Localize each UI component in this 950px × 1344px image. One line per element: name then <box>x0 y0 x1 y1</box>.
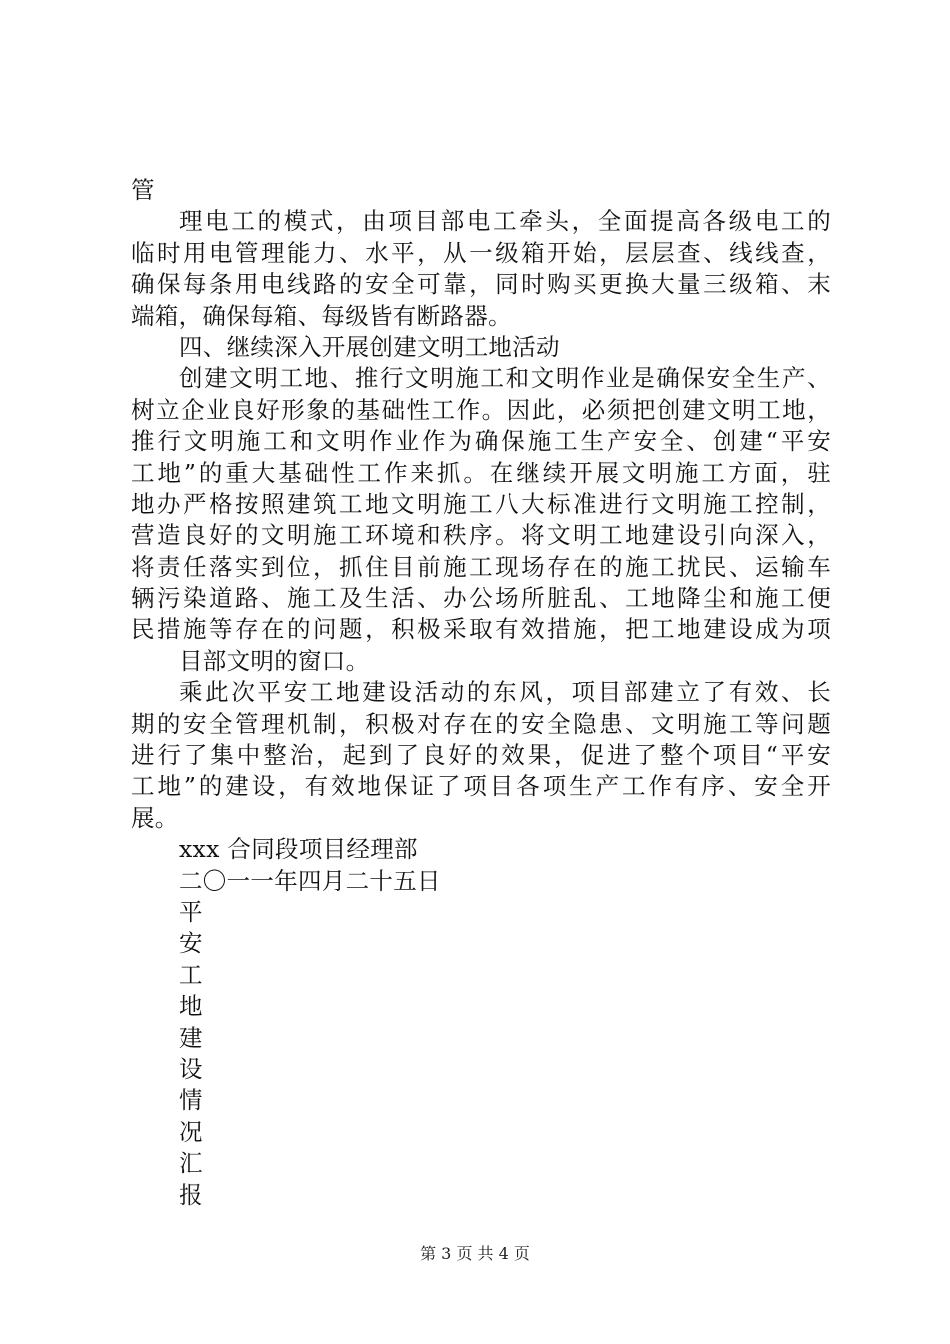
text-line: 进行了集中整治，起到了良好的效果，促进了整个项目“平安 <box>131 741 831 770</box>
document-body <box>131 175 831 1211</box>
text-line: 乘此次平安工地建设活动的东风，项目部建立了有效、长 <box>179 678 831 707</box>
vertical-title-char: 情 <box>179 1086 203 1115</box>
text-line: 四、继续深入开展创建文明工地活动 <box>179 332 560 361</box>
text-line: 营造良好的文明施工环境和秩序。将文明工地建设引向深入， <box>131 521 831 550</box>
text-line: 理电工的模式，由项目部电工牵头，全面提高各级电工的 <box>179 207 831 236</box>
text-line: 地办严格按照建筑工地文明施工八大标准进行文明施工控制， <box>131 489 831 518</box>
text-line: 工地”的建设，有效地保证了项目各项生产工作有序、安全开 <box>131 772 831 801</box>
body-text <box>131 175 831 897</box>
text-line: 期的安全管理机制，积极对存在的安全隐患、文明施工等问题 <box>131 709 831 738</box>
text-line: 管 <box>131 176 155 204</box>
vertical-title-char: 设 <box>179 1054 203 1083</box>
text-line: 树立企业良好形象的基础性工作。因此，必须把创建文明工地， <box>131 395 831 424</box>
text-line: 创建文明工地、推行文明施工和文明作业是确保安全生产、 <box>179 364 831 393</box>
vertical-title-char: 汇 <box>179 1149 203 1178</box>
text-line: 临时用电管理能力、水平，从一级箱开始，层层查、线线查， <box>131 238 831 267</box>
vertical-title-char: 工 <box>179 960 203 989</box>
text-line: 展。 <box>131 803 179 832</box>
vertical-title-char: 况 <box>179 1117 203 1146</box>
text-line: 民措施等存在的问题，积极采取有效措施，把工地建设成为项 <box>131 615 831 644</box>
text-line: 端箱，确保每箱、每级皆有断路器。 <box>131 301 512 330</box>
page-footer: 第 3 页 共 4 页 <box>420 1244 530 1263</box>
text-line: 推行文明施工和文明作业作为确保施工生产安全、创建“平安 <box>131 427 831 456</box>
text-line: xxx 合同段项目经理部 <box>179 835 418 864</box>
vertical-title-char: 安 <box>179 929 203 958</box>
text-line: 目部文明的窗口。 <box>179 646 370 675</box>
text-line: 二〇一一年四月二十五日 <box>179 866 441 895</box>
text-line: 确保每条用电线路的安全可靠，同时购买更换大量三级箱、末 <box>131 270 831 299</box>
vertical-title-char: 平 <box>179 897 203 926</box>
text-line: 辆污染道路、施工及生活、办公场所脏乱、工地降尘和施工便 <box>131 584 831 613</box>
vertical-title-char: 建 <box>179 1023 203 1052</box>
vertical-title-char: 地 <box>179 992 203 1021</box>
vertical-title <box>131 897 831 1211</box>
text-line: 将责任落实到位，抓住目前施工现场存在的施工扰民、运输车 <box>131 552 831 581</box>
vertical-title-char: 报 <box>179 1180 203 1209</box>
text-line: 工地”的重大基础性工作来抓。在继续开展文明施工方面，驻 <box>131 458 831 487</box>
